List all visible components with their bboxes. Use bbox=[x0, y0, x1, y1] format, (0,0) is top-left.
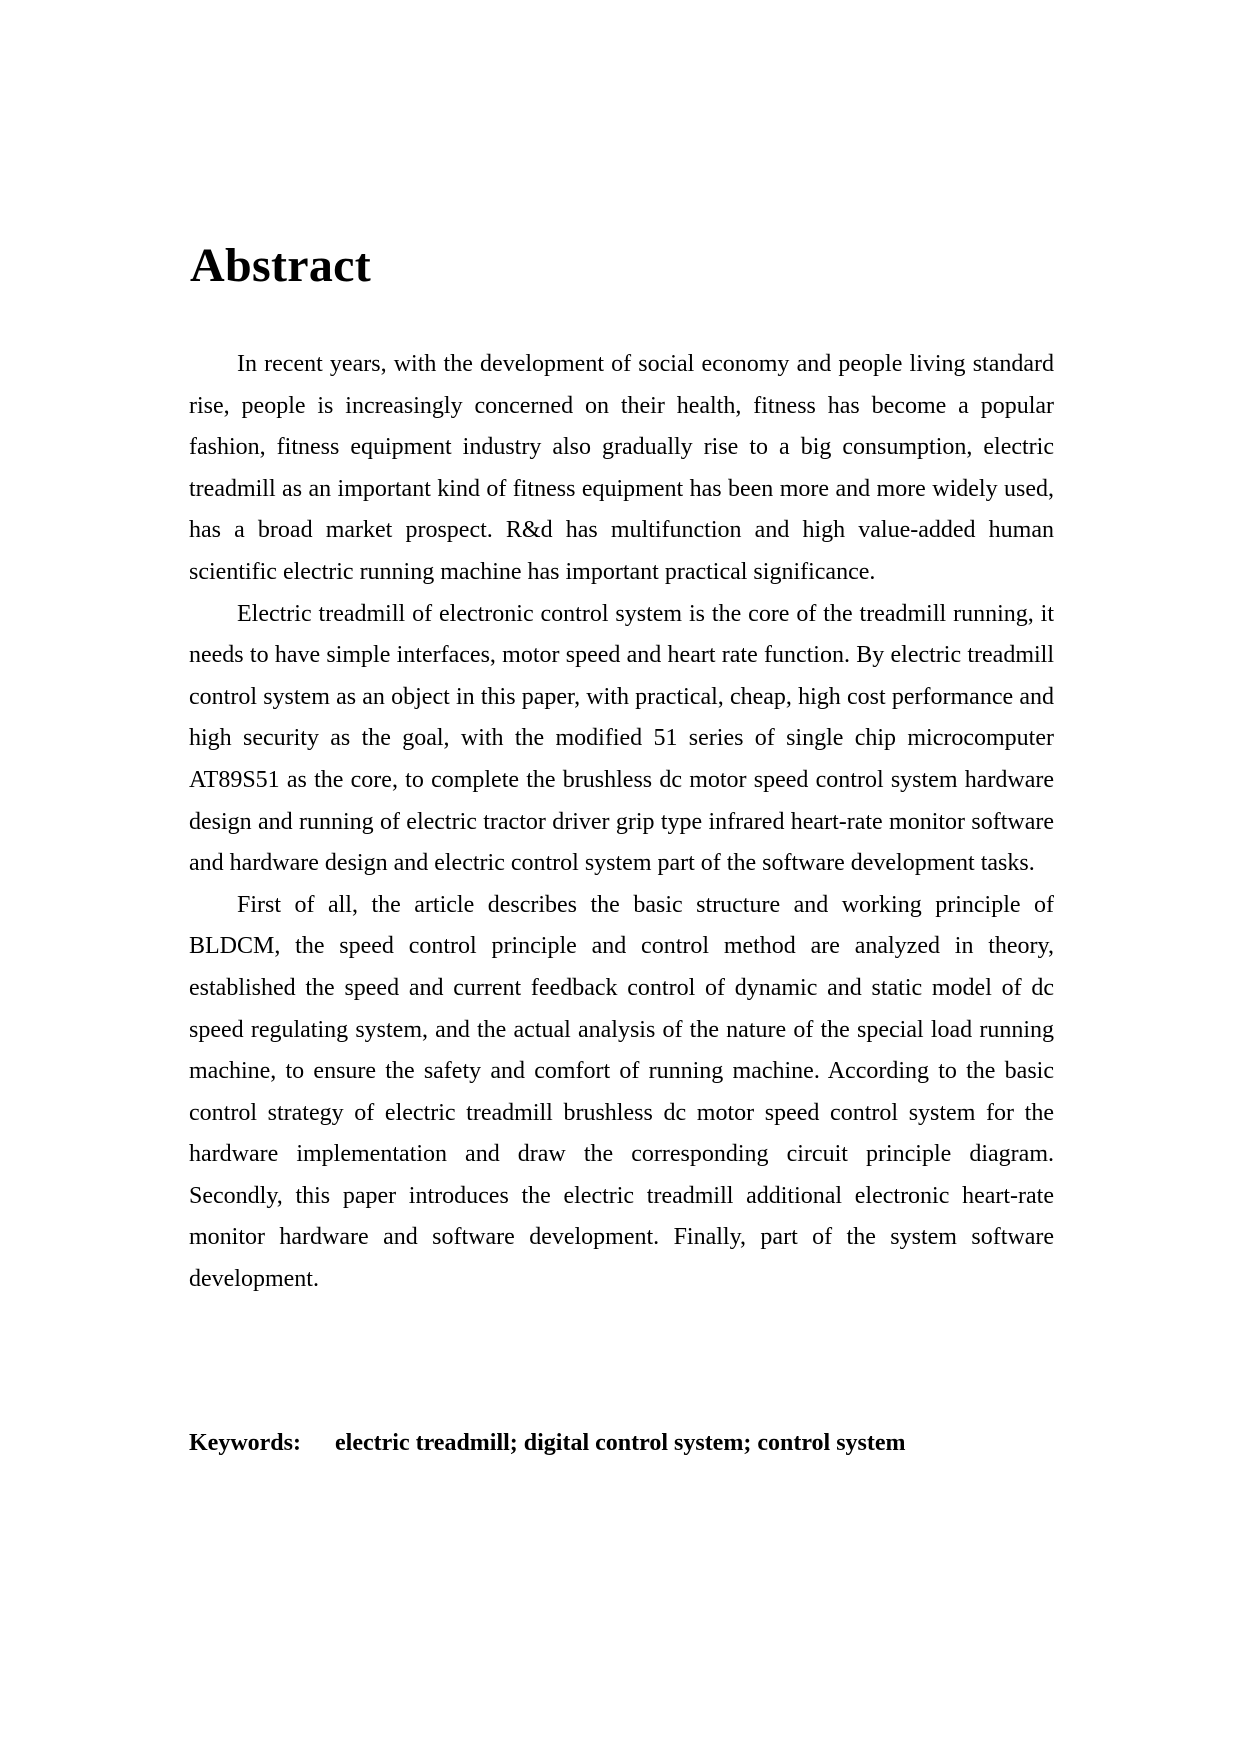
abstract-paragraph-1: In recent years, with the development of social economy and people living standard rise, people is increasingly concerned on their health, fitness has become a popular fashion, fitness equipment industry also gradually rise to a big consumption, electric treadmill as an important kind of fitness equipment has been more and more widely used, has a broad market prospect. R&d has multifunction and high value-added human scientific electric running machine has important practical significance. bbox=[189, 351, 1054, 585]
abstract-paragraph-2: Electric treadmill of electronic control system is the core of the treadmill running, it needs to have simple interfaces, motor speed and heart rate function. By electric treadmill control system as an object in this paper, with practical, cheap, high cost performance and high security as the goal, with the modified 51 series of single chip microcomputer AT89S51 as the core, to complete the brushless dc motor speed control system hardware design and running of electric tractor driver grip type infrared heart-rate monitor software and hardware design and electric control system part of the software development tasks. bbox=[189, 600, 1054, 877]
keywords-line bbox=[189, 1423, 906, 1465]
page-title: Abstract bbox=[190, 239, 372, 292]
keywords-text: electric treadmill; digital control system; control system bbox=[335, 1430, 906, 1456]
abstract-paragraph-3: First of all, the article describes the basic structure and working principle of BLDCM, the speed control principle and control method are analyzed in theory, established the speed and current feedback control of dynamic and static model of dc speed regulating system, and the actual analysis of the nature of the special load running machine, to ensure the safety and comfort of running machine. According to the basic control strategy of electric treadmill brushless dc motor speed control system for the hardware implementation and draw the corresponding circuit principle diagram. Secondly, this paper introduces the electric treadmill additional electronic heart-rate monitor hardware and software development. Finally, part of the system software development. bbox=[189, 891, 1054, 1293]
keywords-label: Keywords: bbox=[189, 1430, 301, 1456]
abstract-body bbox=[189, 344, 1054, 1301]
